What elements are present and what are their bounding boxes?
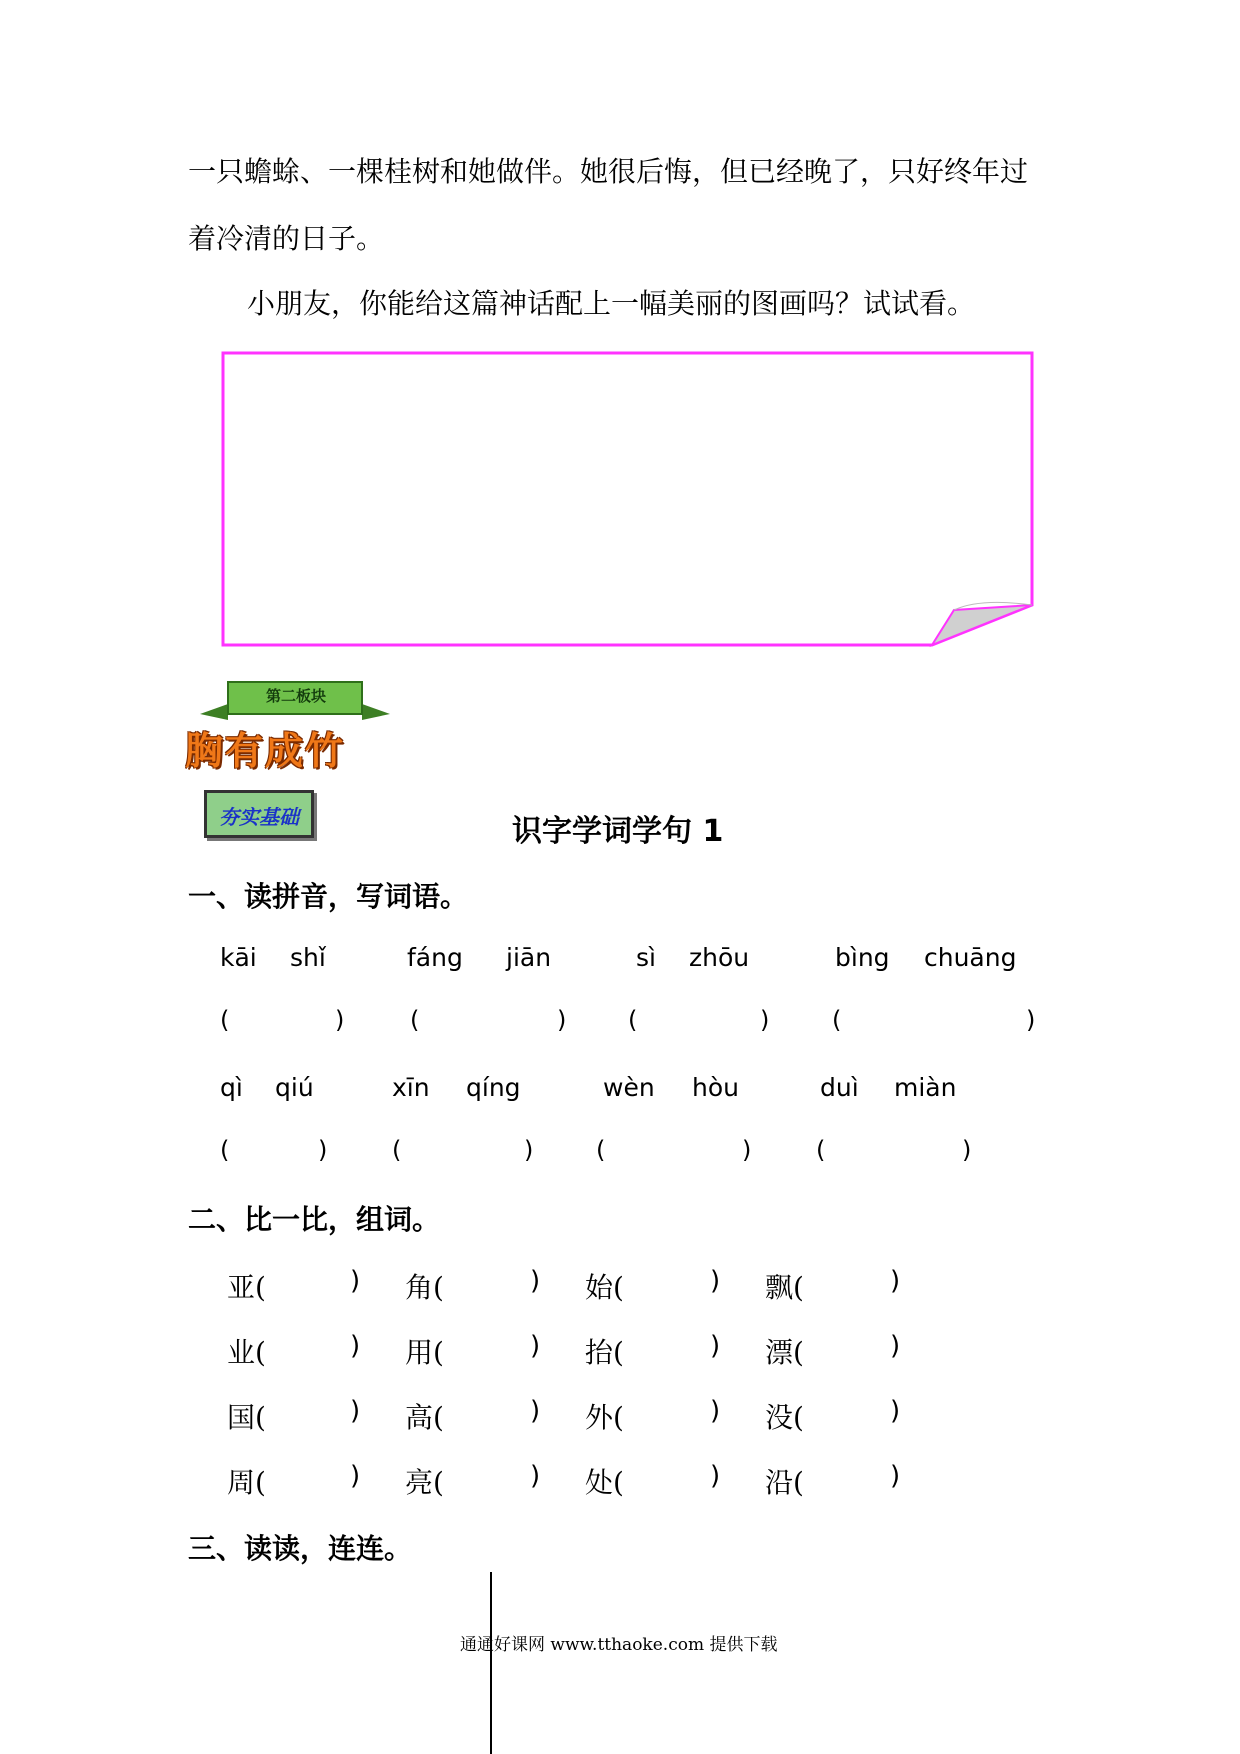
answer-blank-close: ) [890, 1266, 901, 1296]
compare-char: 始( [585, 1271, 624, 1304]
answer-blank-close: ) [335, 1006, 345, 1034]
pinyin-word: sì [636, 943, 656, 972]
lesson-title: 识字学词学句 1 [512, 814, 724, 849]
answer-blank-open: ( [596, 1136, 606, 1164]
column-divider [490, 1572, 492, 1754]
compare-char: 抬( [585, 1336, 624, 1369]
compare-char: 高( [405, 1401, 444, 1434]
answer-blank-close: ) [710, 1331, 721, 1361]
compare-char: 飘( [765, 1271, 804, 1304]
answer-blank-close: ) [530, 1461, 541, 1491]
pinyin-word: zhōu [689, 943, 750, 972]
answer-blank-open: ( [220, 1006, 230, 1034]
pinyin-word: xīn [392, 1073, 430, 1102]
q3-heading: 三、读读，连连。 [188, 1532, 413, 1565]
compare-char: 沿( [765, 1466, 804, 1499]
pinyin-word: qiú [275, 1073, 314, 1102]
page-footer: 通通好课网 www.tthaoke.com 提供下载 [460, 1635, 778, 1655]
answer-blank-close: ) [350, 1461, 361, 1491]
compare-char: 亚( [227, 1271, 266, 1304]
answer-blank-open: ( [392, 1136, 402, 1164]
compare-char: 亮( [405, 1466, 444, 1499]
compare-char: 周( [227, 1466, 266, 1499]
pinyin-word: hòu [692, 1073, 739, 1102]
pinyin-word: chuāng [924, 943, 1017, 972]
answer-blank-close: ) [318, 1136, 328, 1164]
compare-char: 没( [765, 1401, 804, 1434]
answer-blank-close: ) [710, 1266, 721, 1296]
answer-blank-close: ) [710, 1396, 721, 1426]
answer-blank-close: ) [742, 1136, 752, 1164]
story-prompt: 小朋友，你能给这篇神话配上一幅美丽的图画吗？试试看。 [247, 287, 976, 320]
pinyin-word: fáng [407, 943, 463, 972]
answer-blank-open: ( [816, 1136, 826, 1164]
answer-blank-close: ) [350, 1266, 361, 1296]
pinyin-word: qì [220, 1073, 243, 1102]
compare-char: 处( [585, 1466, 624, 1499]
answer-blank-close: ) [557, 1006, 567, 1034]
banner-title: 胸有成竹 [185, 729, 346, 773]
ribbon-text: 第二板块 [265, 687, 326, 705]
answer-blank-close: ) [760, 1006, 770, 1034]
compare-char: 用( [405, 1336, 444, 1369]
pinyin-word: jiān [506, 943, 552, 972]
pinyin-word: qíng [466, 1073, 521, 1102]
answer-blank-close: ) [1026, 1006, 1036, 1034]
answer-blank-close: ) [350, 1331, 361, 1361]
pinyin-word: shǐ [290, 943, 326, 972]
answer-blank-open: ( [220, 1136, 230, 1164]
answer-blank-close: ) [530, 1331, 541, 1361]
compare-char: 外( [585, 1401, 624, 1434]
section-badge [204, 790, 314, 838]
answer-blank-close: ) [962, 1136, 972, 1164]
answer-blank-open: ( [832, 1006, 842, 1034]
answer-blank-close: ) [530, 1266, 541, 1296]
pinyin-word: bìng [835, 943, 890, 972]
story-line-2: 着冷清的日子。 [188, 222, 385, 255]
drawing-frame [220, 350, 1036, 650]
answer-blank-open: ( [628, 1006, 638, 1034]
compare-char: 漂( [765, 1336, 804, 1369]
answer-blank-close: ) [890, 1396, 901, 1426]
pinyin-word: duì [820, 1073, 859, 1102]
compare-char: 角( [405, 1271, 444, 1304]
section-badge-label: 夯实基础 [219, 805, 299, 829]
answer-blank-close: ) [890, 1331, 901, 1361]
compare-char: 业( [227, 1336, 266, 1369]
story-line-1: 一只蟾蜍、一棵桂树和她做伴。她很后悔，但已经晚了，只好终年过 [188, 155, 1029, 188]
pinyin-word: kāi [220, 943, 257, 972]
pinyin-word: wèn [603, 1073, 655, 1102]
q2-heading: 二、比一比，组词。 [188, 1203, 441, 1236]
answer-blank-close: ) [524, 1136, 534, 1164]
q1-heading: 一、读拼音，写词语。 [188, 880, 469, 913]
section-banner [185, 676, 410, 773]
answer-blank-close: ) [350, 1396, 361, 1426]
compare-char: 国( [227, 1401, 266, 1434]
answer-blank-close: ) [710, 1461, 721, 1491]
answer-blank-close: ) [890, 1461, 901, 1491]
pinyin-word: miàn [894, 1073, 957, 1102]
answer-blank-open: ( [410, 1006, 420, 1034]
answer-blank-close: ) [530, 1396, 541, 1426]
